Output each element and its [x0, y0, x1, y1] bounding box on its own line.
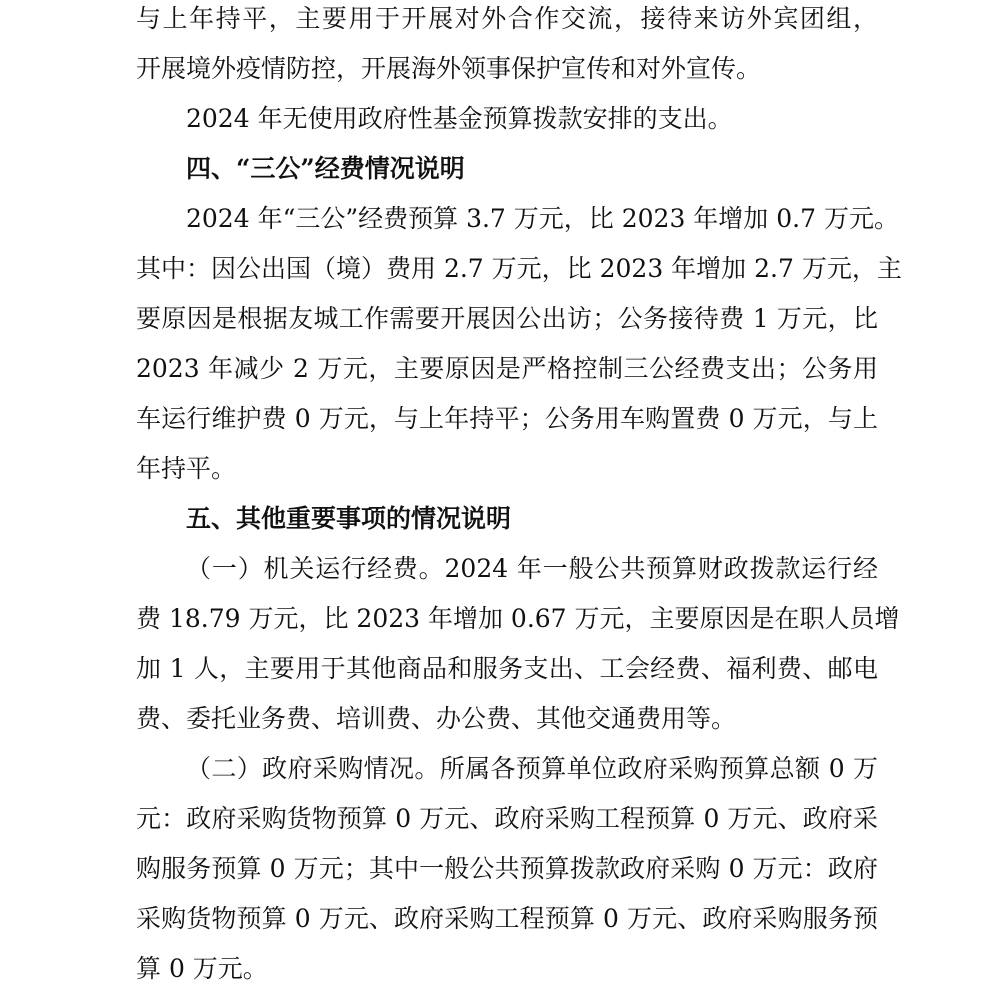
paragraph-line: （二）政府采购情况。所属各预算单位政府采购预算总额 0 万 [186, 754, 878, 783]
paragraph-line: （一）机关运行经费。2024 年一般公共预算财政拨款运行经 [186, 554, 878, 583]
paragraph-line: 开展境外疫情防控，开展海外领事保护宣传和对外宣传。 [136, 54, 762, 83]
paragraph-line: 与上年持平，主要用于开展对外合作交流，接待来访外宾团组， [136, 4, 878, 33]
paragraph-line: 2024 年无使用政府性基金预算拨款安排的支出。 [186, 104, 733, 133]
paragraph-line: 2024 年“三公”经费预算 3.7 万元，比 2023 年增加 0.7 万元。 [186, 204, 899, 233]
paragraph-line: 要原因是根据友城工作需要开展因公出访；公务接待费 1 万元，比 [136, 304, 878, 333]
paragraph-line: 费 18.79 万元，比 2023 年增加 0.67 万元，主要原因是在职人员增 [136, 604, 900, 633]
paragraph-line: 算 0 万元。 [136, 954, 268, 983]
paragraph-line: 加 1 人，主要用于其他商品和服务支出、工会经费、福利费、邮电 [136, 654, 878, 683]
paragraph-line: 其中：因公出国（境）费用 2.7 万元，比 2023 年增加 2.7 万元，主 [136, 254, 902, 283]
section-heading: 五、其他重要事项的情况说明 [186, 504, 512, 533]
paragraph-line: 元：政府采购货物预算 0 万元、政府采购工程预算 0 万元、政府采 [136, 804, 878, 833]
paragraph-line: 2023 年减少 2 万元，主要原因是严格控制三公经费支出；公务用 [136, 354, 878, 383]
paragraph-line: 采购货物预算 0 万元、政府采购工程预算 0 万元、政府采购服务预 [136, 904, 878, 933]
paragraph-line: 购服务预算 0 万元；其中一般公共预算拨款政府采购 0 万元：政府 [136, 854, 878, 883]
paragraph-line: 年持平。 [136, 454, 237, 483]
paragraph-line: 车运行维护费 0 万元，与上年持平；公务用车购置费 0 万元，与上 [136, 404, 878, 433]
section-heading: 四、“三公”经费情况说明 [186, 154, 465, 183]
paragraph-line: 费、委托业务费、培训费、办公费、其他交通费用等。 [136, 704, 737, 733]
